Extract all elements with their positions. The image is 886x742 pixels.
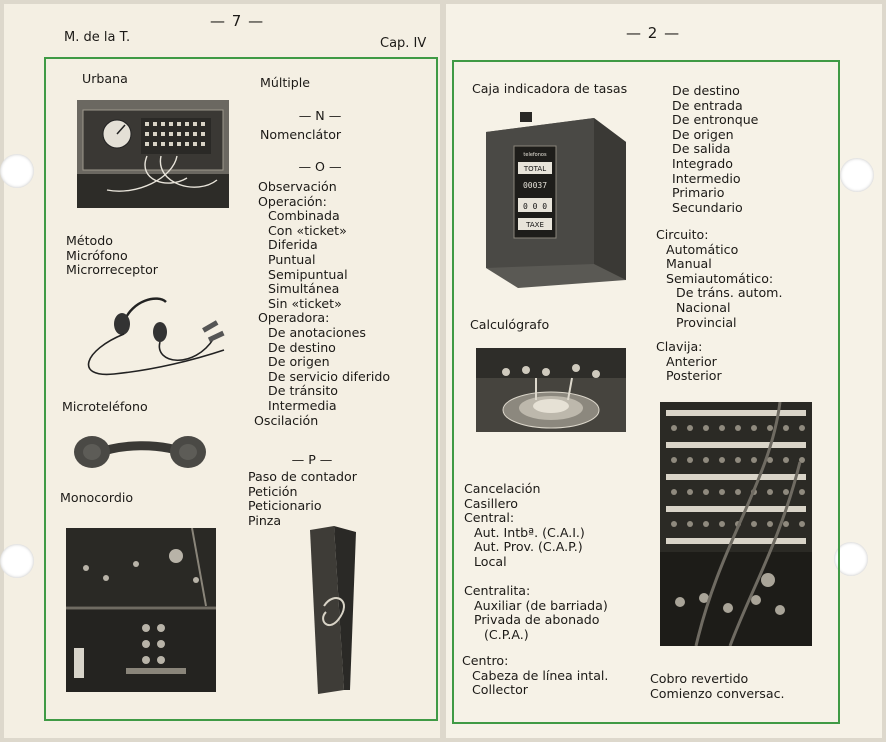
meter-total-count: 00037 — [522, 181, 548, 190]
term-item: Automático — [666, 241, 739, 257]
calculograph-illustration — [476, 348, 626, 432]
clamp-illustration — [304, 520, 364, 700]
term-item: Semiautomático: — [666, 270, 774, 286]
term-item: Con «ticket» — [268, 222, 347, 238]
term-item: De origen — [268, 354, 330, 370]
term-item: Local — [474, 553, 507, 569]
meter-box-illustration — [476, 112, 636, 288]
term-item: Peticionario — [248, 498, 322, 514]
clavija-terms-list — [656, 340, 722, 384]
term-item: Centralita: — [464, 583, 531, 598]
term-item: Intermedia — [268, 397, 337, 413]
term-item: Aut. Intbª. (C.A.I.) — [474, 524, 585, 540]
term-item: Petición — [248, 483, 298, 499]
monocord-illustration — [66, 528, 216, 692]
term-item: Puntual — [268, 251, 316, 267]
term-item: Comienzo conversac. — [650, 685, 785, 701]
term-item: Diferida — [268, 237, 318, 253]
term-nomenclator: Nomenclátor — [260, 127, 342, 142]
term-item: Casillero — [464, 495, 518, 511]
meter-taxe-label: TAXE — [526, 221, 544, 229]
term-microtelefono: Microteléfono — [62, 399, 148, 414]
term-item: Nacional — [676, 299, 731, 315]
binder-hole — [0, 154, 34, 188]
term-item: (C.P.A.) — [484, 626, 529, 642]
binder-hole — [840, 158, 874, 192]
term-item: De servicio diferido — [268, 368, 391, 384]
term-monocordio: Monocordio — [60, 490, 134, 505]
term-item: Microrreceptor — [66, 262, 158, 278]
term-item: Privada de abonado — [474, 612, 600, 628]
term-item: Operación: — [258, 193, 327, 209]
term-item: Pinza — [248, 512, 282, 528]
section-heading-p: — P — — [291, 452, 333, 467]
term-item: Combinada — [268, 208, 340, 224]
term-item: De origen — [672, 126, 734, 142]
term-item: Cancelación — [464, 481, 541, 496]
term-item: Anterior — [666, 353, 717, 369]
term-urbana: Urbana — [82, 71, 128, 86]
central-terms-list — [464, 482, 585, 570]
right-page — [446, 4, 882, 738]
term-item: De destino — [672, 83, 740, 98]
term-item: Primario — [672, 185, 725, 201]
term-item: Oscilación — [254, 412, 319, 428]
term-item: Paso de contador — [248, 469, 357, 484]
meter-brand-text: telefonos — [523, 152, 547, 158]
term-item: De tránsito — [268, 383, 338, 399]
meter-total-label: TOTAL — [523, 165, 547, 173]
term-item: Integrado — [672, 155, 733, 171]
term-item: Auxiliar (de barriada) — [474, 597, 608, 613]
jack-panel-illustration — [660, 402, 812, 646]
term-item: Circuito: — [656, 227, 709, 242]
term-item: Cobro revertido — [650, 671, 749, 686]
term-item: Semipuntual — [268, 266, 348, 282]
header-right: Cap. IV — [380, 36, 427, 51]
handset-illustration — [70, 422, 210, 478]
term-item: Collector — [472, 682, 528, 698]
switchboard-photo — [77, 100, 229, 208]
term-item: Secundario — [672, 199, 743, 215]
section-heading-n: — N — — [298, 108, 342, 123]
term-item: De salida — [672, 141, 731, 157]
page-number: — 2 — — [626, 24, 681, 42]
monocord-photo — [66, 528, 216, 692]
term-item: Observación — [258, 179, 337, 194]
calculograph-photo — [476, 348, 626, 432]
term-item: Clavija: — [656, 339, 703, 354]
headset-illustration — [74, 290, 234, 390]
destino-terms-list — [672, 84, 758, 215]
binder-hole — [0, 544, 34, 578]
term-item: Posterior — [666, 368, 722, 384]
term-caja-indicadora: Caja indicadora de tasas — [472, 81, 628, 96]
bottom-terms-list — [650, 672, 785, 701]
term-item: Simultánea — [268, 281, 340, 297]
page-number: — 7 — — [210, 12, 265, 30]
o-terms-list — [254, 179, 391, 428]
term-calculografo: Calculógrafo — [470, 317, 550, 332]
term-item: Aut. Prov. (C.A.P.) — [474, 539, 583, 555]
term-item: Centro: — [462, 653, 509, 668]
section-heading-o: — O — — [298, 159, 342, 174]
term-item: Manual — [666, 256, 712, 272]
centro-terms-list — [462, 654, 608, 698]
term-item: Cabeza de línea intal. — [472, 667, 609, 683]
term-item: De entronque — [672, 112, 759, 128]
term-item: Micrófono — [66, 247, 128, 263]
header-left: M. de la T. — [64, 30, 131, 45]
terms-method-group — [66, 234, 158, 278]
term-multiple: Múltiple — [260, 75, 311, 90]
term-item: De destino — [268, 339, 336, 355]
term-item: De tráns. autom. — [676, 285, 783, 301]
jack-panel-photo — [660, 402, 812, 646]
term-item: Operadora: — [258, 310, 330, 326]
term-item: Central: — [464, 510, 515, 526]
term-item: Sin «ticket» — [268, 295, 342, 311]
term-item: De anotaciones — [268, 324, 366, 340]
meter-taxe-digits: 0 0 0 — [522, 202, 548, 211]
term-item: De entrada — [672, 97, 743, 113]
left-page — [4, 4, 440, 738]
circuito-terms-list — [656, 228, 782, 330]
switchboard-illustration — [77, 100, 229, 208]
term-item: Provincial — [676, 314, 737, 330]
centralita-terms-list — [464, 584, 608, 642]
term-item: Intermedio — [672, 170, 741, 186]
term-item: Método — [66, 233, 113, 248]
